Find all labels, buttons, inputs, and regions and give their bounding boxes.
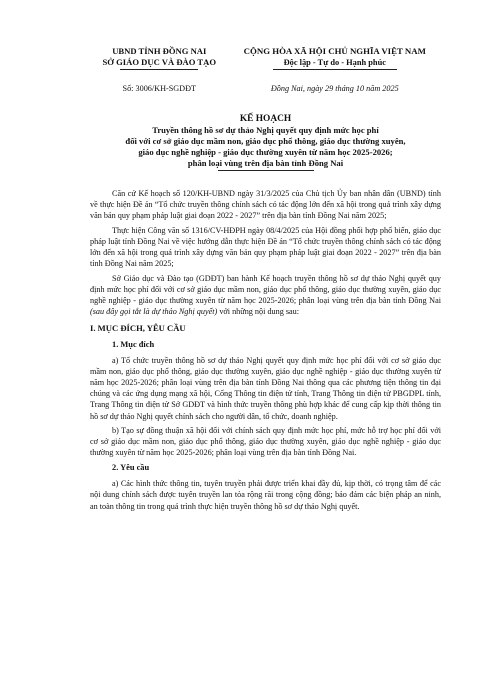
basis-paragraph-2: Thực hiện Công văn số 1316/CV-HĐPH ngày 08/4/2025 của Hội đồng phối hợp phổ biến, giáo dục pháp luật tỉnh Đồng Nai về việc hướng dẫn thực hiện Đề án “Tổ chức truyền thông chính sách có tác động lớn đến xã hội trong quá trình xây dựng văn bản quy phạm pháp luật giai đoạn 2022 - 2027” trên địa bàn tỉnh Đồng Nai năm 2025; bbox=[90, 225, 441, 269]
place-date: Đồng Nai, ngày 29 tháng 10 năm 2025 bbox=[270, 84, 399, 93]
national-motto: Độc lập - Tự do - Hạnh phúc bbox=[283, 58, 386, 67]
issuance-paragraph bbox=[90, 273, 441, 317]
issuance-italic-note: (sau đây gọi tắt là dự thảo Nghị quyết) bbox=[90, 306, 218, 316]
section-heading: I. MỤC ĐÍCH, YÊU CẦU bbox=[90, 323, 186, 334]
issuer-parent: UBND TỈNH ĐỒNG NAI bbox=[112, 46, 207, 56]
subtitle-line-1: Truyền thông hồ sơ dự thảo Nghị quyết quy định mức học phí bbox=[152, 125, 379, 135]
purpose-item-a: a) Tổ chức truyền thông hồ sơ dự thảo Nghị quyết quy định mức học phí đối với cơ sở giáo dục mầm non, giáo dục phổ thông, giáo dục thường xuyên, giáo dục nghề nghiệp - giáo dục thường xuyên từ năm học 2025-2026; phân loại vùng trên địa bàn tỉnh Đồng Nai thông qua các phương tiện thông tin đại chúng và các ứng dụng mạng xã hội, Cổng Thông tin điện tử tỉnh, Trang Thông tin điện tử PBGDPL tỉnh, Trang Thông tin điện tử Sở GDĐT và hình thức truyền thông phù hợp khác để cung cấp kịp thời thông tin hồ sơ dự thảo Nghị quyết chính sách cho người dân, tổ chức, doanh nghiệp. bbox=[90, 356, 441, 421]
motto-underline bbox=[273, 69, 397, 70]
document-header bbox=[90, 46, 441, 70]
issuer-block bbox=[90, 46, 229, 70]
document-number: Số: 3006/KH-SGDĐT bbox=[122, 84, 196, 93]
requirement-item-a: a) Các hình thức thông tin, tuyên truyền phải được triển khai đầy đủ, kịp thời, có trọng tâm để các nội dung chính sách được tuyên truyền lan tỏa rộng rãi trong cộng đồng; bảo đảm các biện pháp an ninh, an toàn thông tin trong quá trình thực hiện truyền thông hồ sơ dự thảo Nghị quyết. bbox=[90, 479, 441, 511]
document-meta bbox=[90, 84, 441, 93]
title-underline bbox=[218, 170, 314, 171]
issuer-name: SỞ GIÁO DỤC VÀ ĐÀO TẠO bbox=[102, 57, 217, 67]
subsection-heading-requirements: 2. Yêu cầu bbox=[112, 463, 150, 473]
issuance-text: Sở Giáo dục và Đào tạo (GDĐT) ban hành Kế hoạch truyền thông hồ sơ dự thảo Nghị quyết quy định mức học phí đối với cơ sở giáo dục mầm non, giáo dục phổ thông, giáo dục thường xuyên, giáo dục nghề nghiệp - giáo dục thường xuyên từ năm học 2025-2026; phân loại vùng trên địa bàn tỉnh Đồng Nai bbox=[90, 273, 441, 305]
subtitle-line-3: giáo dục nghề nghiệp - giáo dục thường xuyên từ năm học 2025-2026; bbox=[138, 147, 393, 157]
purpose-item-b: b) Tạo sự đồng thuận xã hội đối với chính sách quy định mức học phí, mức hỗ trợ học phí đối với cơ sở giáo dục mầm non, giáo dục phổ thông, giáo dục thường xuyên, giáo dục nghề nghiệp - giáo dục thường xuyên từ năm học 2025-2026; phân loại vùng trên địa bàn tỉnh Đồng Nai. bbox=[90, 426, 441, 458]
document-title: KẾ HOẠCH bbox=[239, 114, 292, 124]
issuance-text-end: với những nội dung sau: bbox=[217, 306, 300, 316]
issuer-underline bbox=[120, 69, 198, 70]
national-title: CỘNG HÒA XÃ HỘI CHỦ NGHĨA VIỆT NAM bbox=[243, 46, 426, 56]
subsection-heading-purpose: 1. Mục đích bbox=[112, 340, 155, 350]
document-body bbox=[90, 188, 441, 512]
basis-paragraph-1: Căn cứ Kế hoạch số 120/KH-UBND ngày 31/3/2025 của Chủ tịch Ủy ban nhân dân (UBND) tỉnh về thực hiện Đề án “Tổ chức truyền thông chính sách có tác động lớn đến xã hội trong quá trình xây dựng văn bản quy phạm pháp luật giai đoạn 2022 - 2027” trên địa bàn tỉnh Đồng Nai năm 2025; bbox=[90, 189, 441, 221]
national-block bbox=[229, 46, 441, 70]
subtitle-line-2: đối với cơ sở giáo dục mầm non, giáo dục phổ thông, giáo dục thường xuyên, bbox=[125, 136, 406, 146]
subtitle-line-4: phân loại vùng trên địa bàn tỉnh Đồng Nai bbox=[187, 158, 344, 168]
